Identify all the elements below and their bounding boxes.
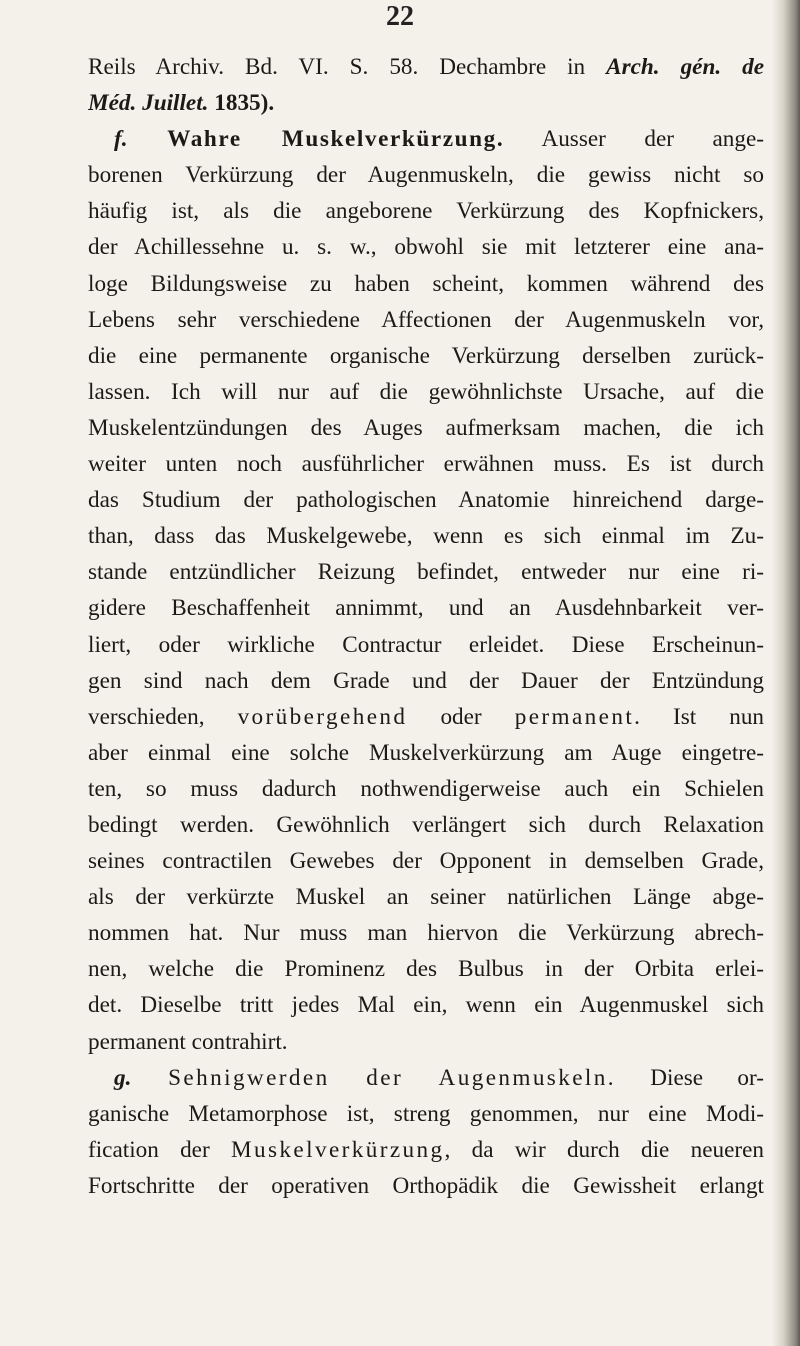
text-line: borenen Verkürzung der Augenmuskeln, die gewiss nicht so <box>88 162 764 189</box>
section-letter: f. <box>114 126 128 153</box>
text-line: Fortschritte der operativen Orthopädik die Gewissheit erlangt <box>88 1172 764 1199</box>
text-line: ten, so muss dadurch nothwendigerweise auch ein Schielen <box>88 775 764 802</box>
text-line: than, dass das Muskelgewebe, wenn es sich einmal im Zu- <box>88 523 764 550</box>
text-line: Muskelentzündungen des Auges aufmerksam machen, die ich <box>88 414 764 441</box>
section-heading-line <box>88 121 764 157</box>
text-line <box>88 699 764 735</box>
text-line: bedingt werden. Gewöhnlich verlängert sich durch Relaxation <box>88 811 764 838</box>
text-line: weiter unten noch ausführlicher erwähnen muss. Es ist durch <box>88 451 764 478</box>
section-title: Wahre Muskelverkürzung. <box>127 126 505 153</box>
citation-journal: Arch. gén. de <box>606 54 764 80</box>
text-line: Lebens sehr verschiedene Affectionen der Augenmuskeln vor, <box>88 306 764 333</box>
text-line: die eine permanente organische Verkürzung derselben zurück- <box>88 342 764 369</box>
citation-year: 1835). <box>208 90 275 117</box>
text-run: oder <box>407 703 515 730</box>
text-line: liert, oder wirkliche Contractur erleidet. Diese Erscheinun- <box>88 631 764 658</box>
citation-journal: Méd. Juillet. <box>88 90 209 117</box>
emphasis-text: Muskelverkürzung <box>230 1136 445 1163</box>
text-line: das Studium der pathologischen Anatomie hinreichend darge- <box>88 487 764 514</box>
text-line: permanent contrahirt. <box>88 1028 288 1055</box>
page-edge-shadow <box>772 0 800 1346</box>
text-run: Diese or- <box>615 1064 764 1091</box>
text-line <box>88 1132 764 1168</box>
text-line: lassen. Ich will nur auf die gewöhnlichste Ursache, auf die <box>88 378 764 405</box>
citation-text: Reils Archiv. Bd. VI. S. 58. Dechambre in <box>88 54 607 80</box>
text-run: fication der <box>88 1136 231 1163</box>
text-line: seines contractilen Gewebes der Opponent in demselben Grade, <box>88 848 764 875</box>
text-line: gen sind nach dem Grade und der Dauer der Entzündung <box>88 667 764 694</box>
text-line: gidere Beschaffenheit annimmt, und an Ausdehnbarkeit ver- <box>88 595 764 622</box>
text-line: der Achillessehne u. s. w., obwohl sie mit letzterer eine ana- <box>88 234 764 261</box>
text-line: nommen hat. Nur muss man hiervon die Verkürzung abrech- <box>88 920 764 947</box>
emphasis-text: permanent <box>514 703 635 730</box>
section-heading-line <box>88 1060 764 1096</box>
section-title: Sehnigwerden der Augenmuskeln. <box>131 1064 616 1091</box>
text-line: loge Bildungsweise zu haben scheint, kommen während des <box>88 270 764 297</box>
text-line <box>88 49 764 85</box>
page-number: 22 <box>386 1 414 32</box>
text-line: aber einmal eine solche Muskelverkürzung am Auge eingetre- <box>88 739 764 766</box>
body-text <box>88 49 764 1204</box>
text-line: häufig ist, als die angeborene Verkürzung des Kopfnickers, <box>88 198 764 225</box>
text-run: Ausser der ange- <box>504 126 764 153</box>
text-run: , da wir durch die neueren <box>444 1136 764 1163</box>
section-letter: g. <box>114 1064 132 1091</box>
text-line: det. Dieselbe tritt jedes Mal ein, wenn ein Augenmuskel sich <box>88 992 764 1019</box>
text-line: nen, welche die Prominenz des Bulbus in der Orbita erlei- <box>88 956 764 983</box>
text-run: . Ist nun <box>634 703 764 730</box>
text-run: verschieden, <box>88 703 238 730</box>
text-line <box>88 85 764 121</box>
text-line: stande entzündlicher Reizung befindet, entweder nur eine ri- <box>88 559 764 586</box>
emphasis-text: vorübergehend <box>237 703 408 730</box>
text-line: als der verkürzte Muskel an seiner natürlichen Länge abge- <box>88 884 764 911</box>
text-line: ganische Metamorphose ist, streng genommen, nur eine Modi- <box>88 1100 764 1127</box>
